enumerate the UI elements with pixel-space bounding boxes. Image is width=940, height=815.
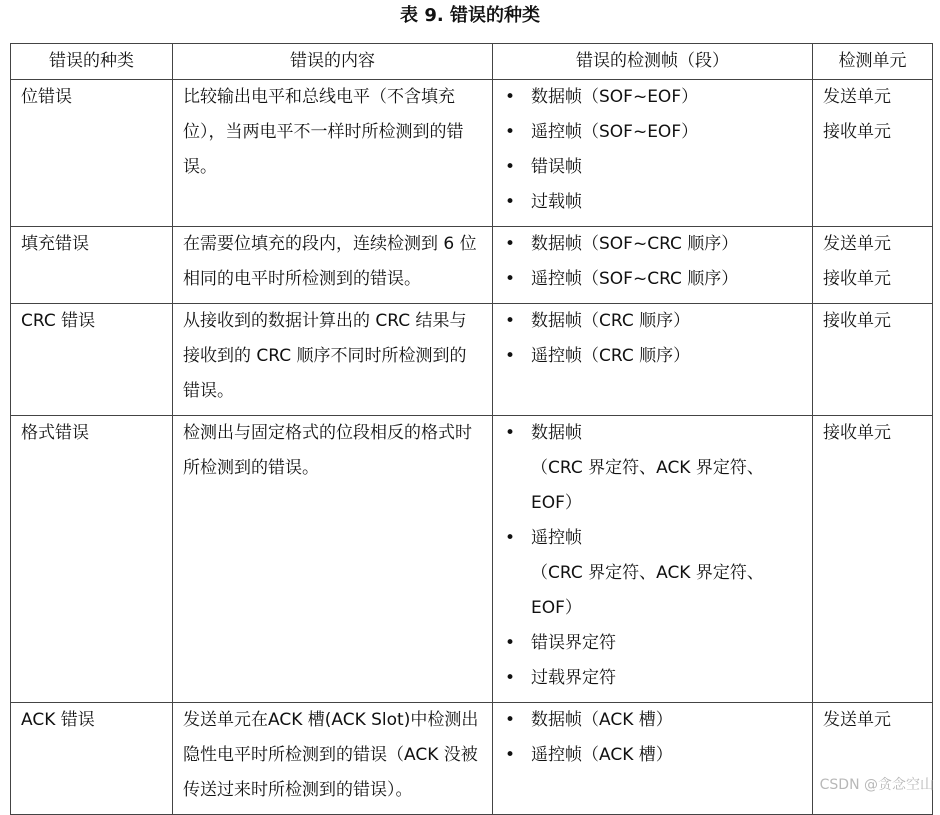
frame-list-item [503,150,802,185]
frame-list-item [503,626,802,661]
table-row [11,80,933,227]
error-type-cell: 填充错误 [11,227,173,304]
frame-list-item [503,304,802,339]
table-row [11,703,933,815]
bullet-icon: • [505,528,516,548]
bullet-icon: • [505,87,516,107]
bullet-icon: • [505,668,516,688]
frame-list [503,703,802,773]
header-cell-unit: 检测单元 [813,44,933,80]
frame-label: 错误界定符 [531,633,616,653]
bullet-icon: • [505,157,516,177]
detection-frames-cell [493,80,813,227]
detection-unit-cell [813,703,933,815]
frame-list-item [503,661,802,696]
frame-label: 遥控帧（SOF~EOF） [531,122,699,142]
bullet-icon: • [505,346,516,366]
detection-frames-cell [493,304,813,416]
frame-list-item [503,703,802,738]
bullet-icon: • [505,234,516,254]
unit-label: 发送单元 [823,710,891,730]
detection-frames-cell [493,703,813,815]
bullet-icon: • [505,122,516,142]
frame-label: 遥控帧 [531,528,582,548]
header-row [11,44,933,80]
frame-label: 数据帧（SOF~CRC 顺序） [531,234,739,254]
frame-label: 错误帧 [531,157,582,177]
table-body [11,80,933,815]
unit-label: 发送单元 [823,87,891,107]
frame-list [503,80,802,220]
frame-label: 数据帧（ACK 槽） [531,710,673,730]
detection-unit-cell [813,304,933,416]
unit-label: 接收单元 [823,122,891,142]
frame-label: 数据帧 [531,423,582,443]
frame-list-item [503,738,802,773]
frame-list-item [503,185,802,220]
frame-list-item [503,521,802,626]
unit-label: 接收单元 [823,423,891,443]
error-content-cell: 检测出与固定格式的位段相反的格式时所检测到的错误。 [173,416,493,703]
frame-label: 过载界定符 [531,668,616,688]
frame-list-item [503,115,802,150]
bullet-icon: • [505,311,516,331]
frame-list [503,304,802,374]
frame-list [503,227,802,297]
frame-segment-note: （CRC 界定符、ACK 界定符、EOF） [531,563,764,618]
error-type-cell: CRC 错误 [11,304,173,416]
header-cell-content: 错误的内容 [173,44,493,80]
detection-frames-cell [493,227,813,304]
error-content-cell: 比较输出电平和总线电平（不含填充位），当两电平不一样时所检测到的错误。 [173,80,493,227]
detection-unit-cell [813,227,933,304]
frame-list-item [503,227,802,262]
unit-label: 发送单元 [823,234,891,254]
frame-label: 遥控帧（ACK 槽） [531,745,673,765]
detection-unit-cell [813,80,933,227]
error-type-cell: ACK 错误 [11,703,173,815]
bullet-icon: • [505,269,516,289]
table-row [11,304,933,416]
detection-frames-cell [493,416,813,703]
table-row [11,227,933,304]
error-content-cell: 发送单元在ACK 槽(ACK Slot)中检测出隐性电平时所检测到的错误（ACK 没被传送过来时所检测到的错误）。 [173,703,493,815]
table-caption: 表 9. 错误的种类 [400,5,540,26]
frame-label: 过载帧 [531,192,582,212]
frame-label: 数据帧（CRC 顺序） [531,311,691,331]
frame-list-item [503,262,802,297]
frame-label: 数据帧（SOF~EOF） [531,87,699,107]
frame-list-item [503,339,802,374]
frame-label: 遥控帧（SOF~CRC 顺序） [531,269,739,289]
detection-unit-cell [813,416,933,703]
error-type-cell: 位错误 [11,80,173,227]
header-cell-frames: 错误的检测帧（段） [493,44,813,80]
bullet-icon: • [505,192,516,212]
error-content-cell: 从接收到的数据计算出的 CRC 结果与接收到的 CRC 顺序不同时所检测到的错误。 [173,304,493,416]
bullet-icon: • [505,710,516,730]
header-cell-type: 错误的种类 [11,44,173,80]
unit-label: 接收单元 [823,311,891,331]
frame-list [503,416,802,696]
frame-list-item [503,416,802,521]
error-type-cell: 格式错误 [11,416,173,703]
error-types-table [10,43,933,815]
table-row [11,416,933,703]
bullet-icon: • [505,423,516,443]
unit-label: 接收单元 [823,269,891,289]
frame-segment-note: （CRC 界定符、ACK 界定符、EOF） [531,458,764,513]
watermark: CSDN @贪念空山 [819,777,934,793]
bullet-icon: • [505,633,516,653]
error-content-cell: 在需要位填充的段内，连续检测到 6 位相同的电平时所检测到的错误。 [173,227,493,304]
frame-list-item [503,80,802,115]
frame-label: 遥控帧（CRC 顺序） [531,346,691,366]
bullet-icon: • [505,745,516,765]
